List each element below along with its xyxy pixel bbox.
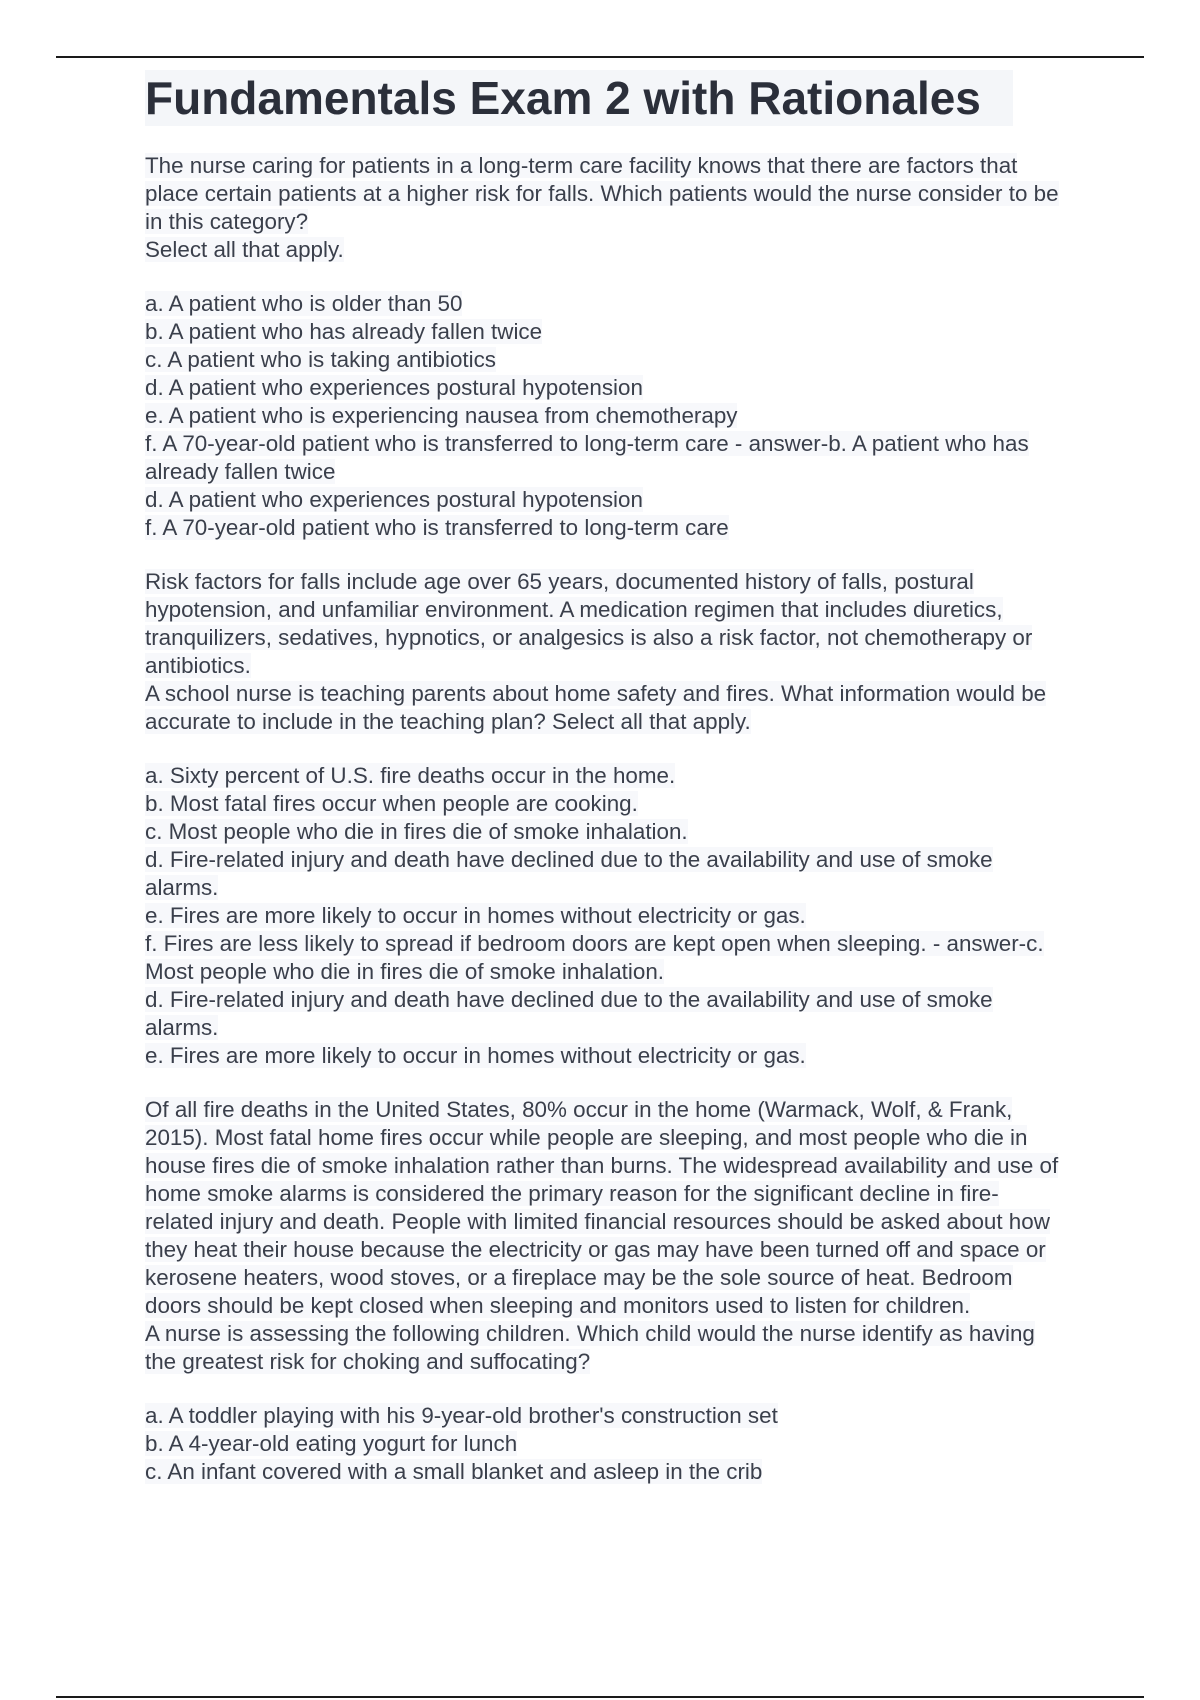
question-1-rationale: [145, 568, 1065, 736]
question-3-stem: A nurse is assessing the following children. Which child would the nurse identify as having the greatest risk for choking and suffocating?: [145, 1321, 1035, 1374]
question-1-options: [145, 290, 1065, 542]
option: c. Most people who die in fires die of smoke inhalation.: [145, 819, 688, 844]
top-rule: [56, 56, 1144, 58]
question-1: [145, 152, 1065, 264]
answer-option: d. A patient who experiences postural hypotension: [145, 487, 643, 512]
option: b. Most fatal fires occur when people are cooking.: [145, 791, 638, 816]
rationale-text: Risk factors for falls include age over 65 years, documented history of falls, postural hypotension, and unfamiliar environment. A medication regimen that includes diuretics, tranquilizers, sedatives, hypnotics, or analgesics is also a risk factor, not chemotherapy or antibiotics.: [145, 569, 1033, 678]
option: d. A patient who experiences postural hypotension: [145, 375, 643, 400]
document-body: [145, 70, 1065, 1486]
option: c. A patient who is taking antibiotics: [145, 347, 496, 372]
question-1-stem: The nurse caring for patients in a long-term care facility knows that there are factors that place certain patients at a higher risk for falls. Which patients would the nurse consider to be in this category?: [145, 153, 1059, 234]
answer-option: d. Fire-related injury and death have declined due to the availability and use of smoke alarms.: [145, 987, 993, 1040]
option: a. A patient who is older than 50: [145, 291, 463, 316]
option: d. Fire-related injury and death have declined due to the availability and use of smoke alarms.: [145, 847, 993, 900]
rationale-text: Of all fire deaths in the United States, 80% occur in the home (Warmack, Wolf, & Frank, 2015). Most fatal home fires occur while people are sleeping, and most people who die in house fires die of smoke inhalation rather than burns. The widespread availability and use of home smoke alarms is considered the primary reason for the significant decline in fire-related injury and death. People with limited financial resources should be asked about how they heat their house because the electricity or gas may have been turned off and space or kerosene heaters, wood stoves, or a fireplace may be the sole source of heat. Bedroom doors should be kept closed when sleeping and monitors used to listen for children.: [145, 1097, 1059, 1318]
question-1-instruction: Select all that apply.: [145, 237, 344, 262]
option: b. A patient who has already fallen twice: [145, 319, 543, 344]
question-2-rationale: [145, 1096, 1065, 1376]
answer-option: f. A 70-year-old patient who is transferred to long-term care: [145, 515, 729, 540]
answer-option: e. Fires are more likely to occur in homes without electricity or gas.: [145, 1043, 806, 1068]
question-2-stem: A school nurse is teaching parents about home safety and fires. What information would be accurate to include in the teaching plan? Select all that apply.: [145, 681, 1047, 734]
question-3-options: [145, 1402, 1065, 1486]
option: e. Fires are more likely to occur in homes without electricity or gas.: [145, 903, 806, 928]
option: a. Sixty percent of U.S. fire deaths occur in the home.: [145, 763, 676, 788]
option: a. A toddler playing with his 9-year-old brother's construction set: [145, 1403, 778, 1428]
option-with-answer: f. A 70-year-old patient who is transferred to long-term care - answer-b. A patient who has already fallen twice: [145, 431, 1029, 484]
option: c. An infant covered with a small blanket and asleep in the crib: [145, 1459, 763, 1484]
option-with-answer: f. Fires are less likely to spread if bedroom doors are kept open when sleeping. - answer-c. Most people who die in fires die of smoke inhalation.: [145, 931, 1044, 984]
option: e. A patient who is experiencing nausea from chemotherapy: [145, 403, 738, 428]
question-2-options: [145, 762, 1065, 1070]
document-title: Fundamentals Exam 2 with Rationales: [145, 70, 1013, 126]
option: b. A 4-year-old eating yogurt for lunch: [145, 1431, 518, 1456]
bottom-rule: [56, 1696, 1144, 1698]
